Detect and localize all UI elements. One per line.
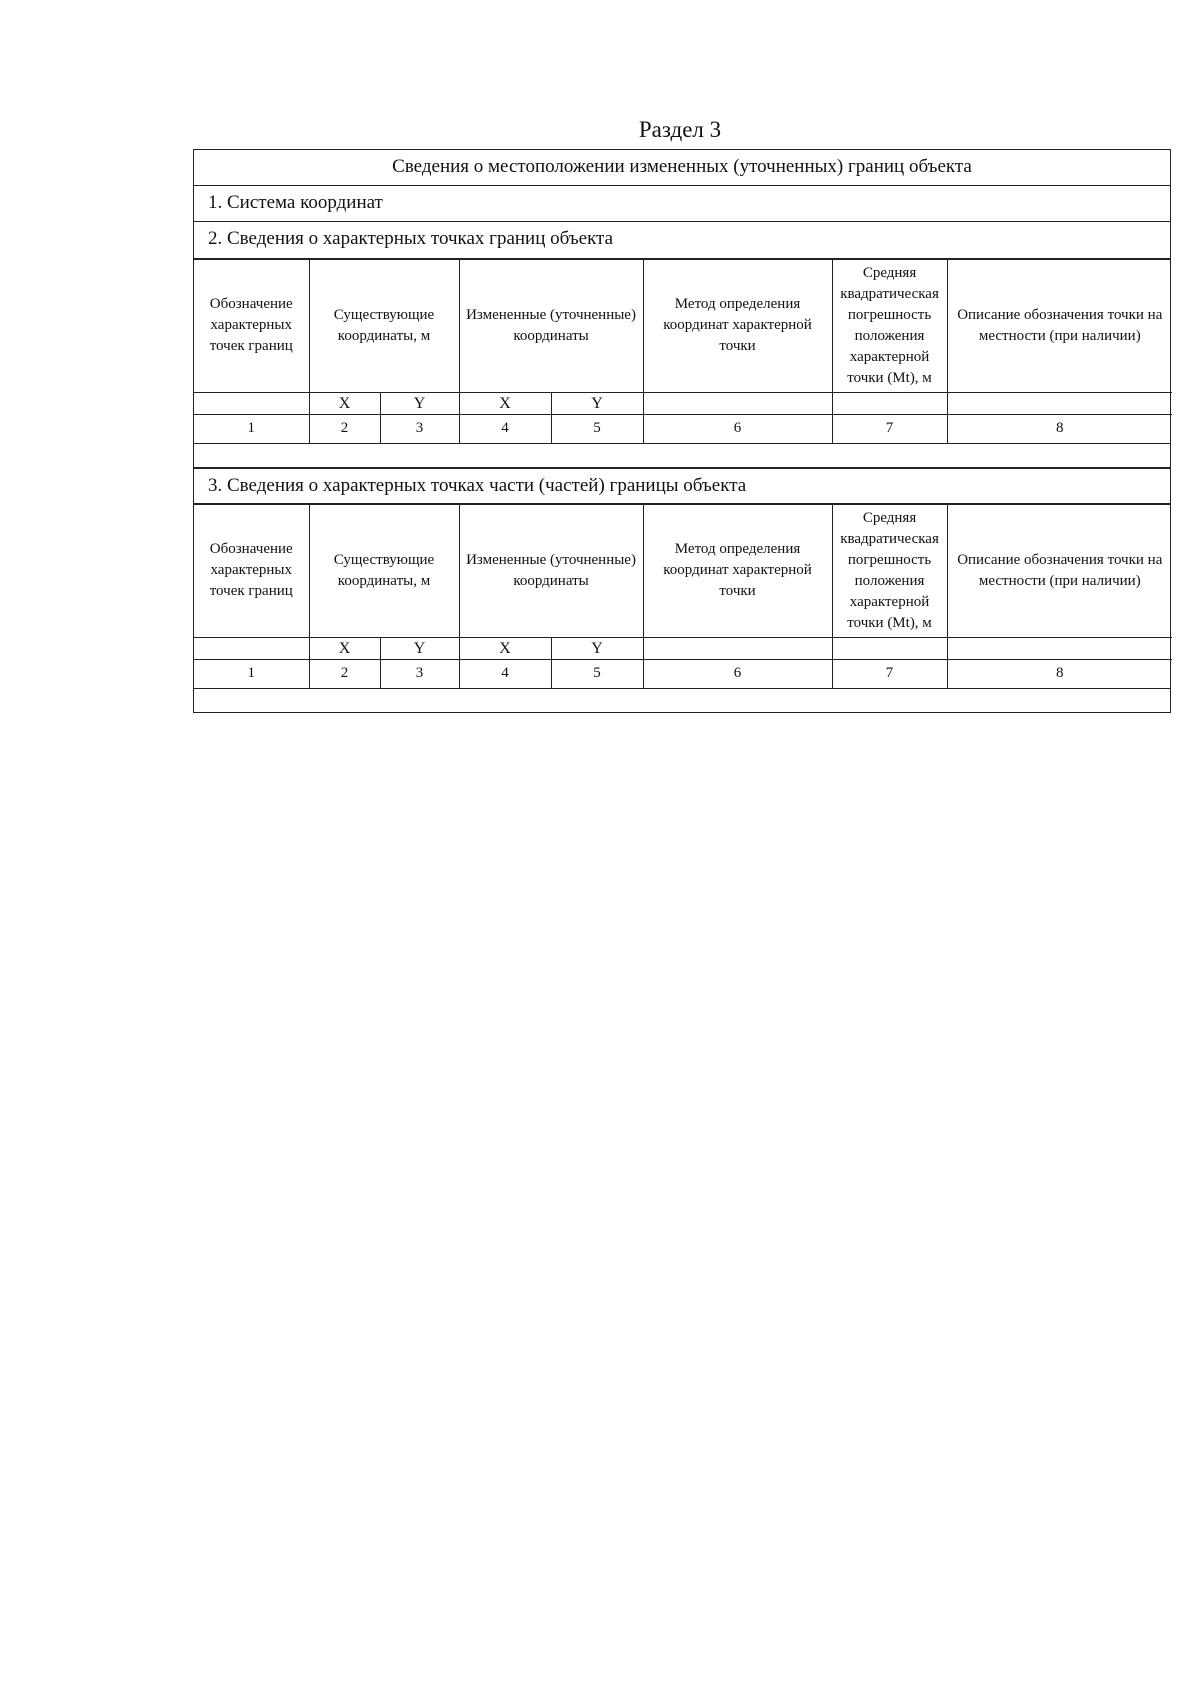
col-number: 5 — [551, 659, 643, 688]
boundaries-form — [193, 149, 1171, 713]
col-number: 8 — [947, 414, 1172, 443]
col-number: 4 — [459, 414, 551, 443]
col-number: 5 — [551, 414, 643, 443]
col-existing-coords: Существующие координаты, м — [309, 505, 459, 637]
empty-row — [194, 443, 1170, 467]
col-number: 3 — [380, 414, 459, 443]
boundary-points-table — [194, 258, 1170, 443]
sub-x: X — [459, 637, 551, 659]
sub-y: Y — [551, 392, 643, 414]
col-mean-error: Средняя квадратическая погрешность положения характерной точки (Mt), м — [832, 505, 947, 637]
col-number: 1 — [194, 414, 309, 443]
col-number: 4 — [459, 659, 551, 688]
sub-cell — [194, 392, 309, 414]
sub-cell — [643, 392, 832, 414]
col-changed-coords: Измененные (уточненные) координаты — [459, 260, 643, 392]
col-number: 8 — [947, 659, 1172, 688]
sub-x: X — [309, 637, 380, 659]
sub-cell — [643, 637, 832, 659]
table-title: Сведения о местоположении измененных (уточненных) границ объекта — [194, 150, 1170, 186]
col-method: Метод определения координат характерной точки — [643, 505, 832, 637]
boundary-points-heading: 2. Сведения о характерных точках границ объекта — [208, 228, 614, 249]
sub-cell — [194, 637, 309, 659]
col-description: Описание обозначения точки на местности (при наличии) — [947, 505, 1172, 637]
col-method: Метод определения координат характерной точки — [643, 260, 832, 392]
empty-row — [194, 688, 1170, 712]
part-boundary-points-table — [194, 503, 1170, 688]
col-changed-coords: Измененные (уточненные) координаты — [459, 505, 643, 637]
sub-cell — [947, 637, 1172, 659]
col-number: 6 — [643, 414, 832, 443]
col-designation: Обозначение характерных точек границ — [194, 260, 309, 392]
col-description: Описание обозначения точки на местности (при наличии) — [947, 260, 1172, 392]
col-number: 7 — [832, 659, 947, 688]
part-boundary-points-heading: 3. Сведения о характерных точках части (частей) границы объекта — [194, 467, 1170, 503]
sub-cell — [832, 392, 947, 414]
col-number: 2 — [309, 659, 380, 688]
sub-x: X — [459, 392, 551, 414]
sub-x: X — [309, 392, 380, 414]
sub-y: Y — [551, 637, 643, 659]
sub-y: Y — [380, 637, 459, 659]
col-number: 6 — [643, 659, 832, 688]
col-number: 3 — [380, 659, 459, 688]
coordinate-system-row: 1. Система координат — [194, 186, 1170, 222]
col-number: 1 — [194, 659, 309, 688]
col-existing-coords: Существующие координаты, м — [309, 260, 459, 392]
col-number: 2 — [309, 414, 380, 443]
col-designation: Обозначение характерных точек границ — [194, 505, 309, 637]
sub-cell — [947, 392, 1172, 414]
sub-cell — [832, 637, 947, 659]
sub-y: Y — [380, 392, 459, 414]
section-title: Раздел 3 — [638, 117, 722, 142]
col-mean-error: Средняя квадратическая погрешность положения характерной точки (Mt), м — [832, 260, 947, 392]
col-number: 7 — [832, 414, 947, 443]
